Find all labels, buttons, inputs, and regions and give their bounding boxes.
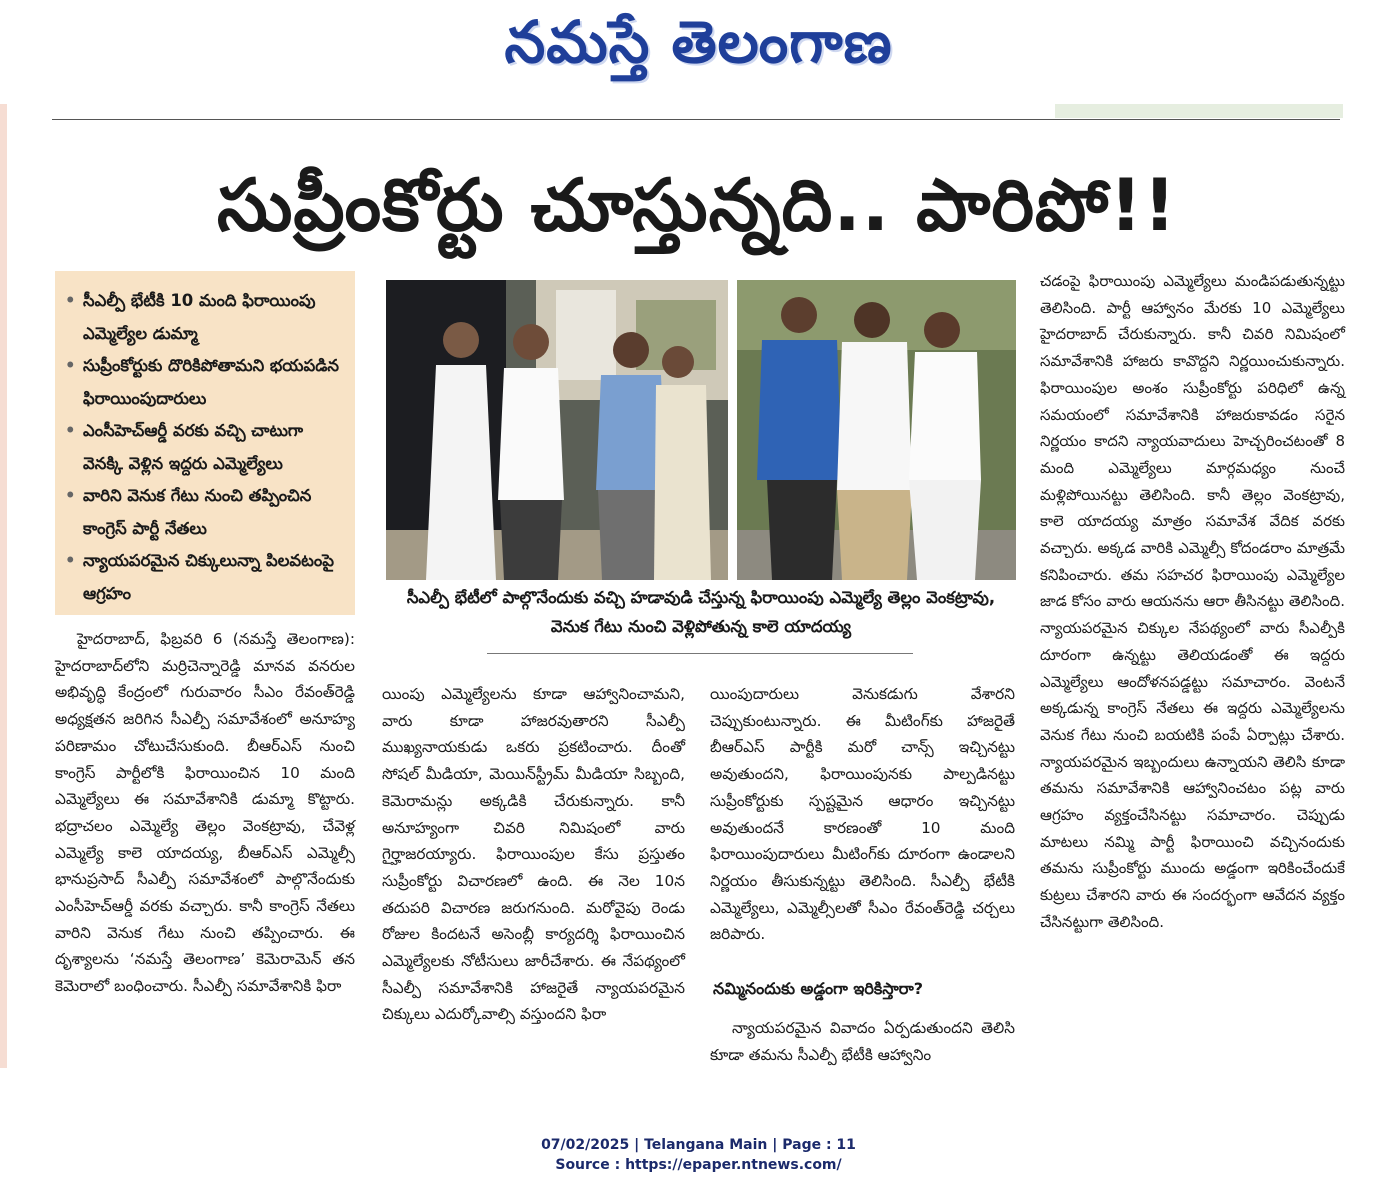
footer-source-link[interactable]: Source : https://epaper.ntnews.com/: [555, 1157, 842, 1173]
bullet-icon: •: [65, 421, 76, 440]
highlight-item: • వారిని వెనుక గేటు నుంచి తప్పించిన కాంగ్రెస్ పార్టీ నేతలు: [65, 480, 347, 545]
news-photo-left: [386, 280, 728, 580]
page-edge-strip: [0, 104, 7, 1068]
column-3-tail-text: న్యాయపరమైన వివాదం ఏర్పడుతుందని తెలిసి కూడా తమను సీఎల్పీ భేటీకి ఆహ్వానిం: [710, 1019, 1015, 1064]
article-column-4: [1040, 268, 1345, 936]
column-3-subhead: నమ్మినందుకు అడ్డంగా ఇరికిస్తారా?: [713, 979, 924, 998]
article-column-3: [710, 681, 1015, 948]
footer: [0, 1135, 1397, 1175]
highlight-item: • న్యాయపరమైన చిక్కులున్నా పిలవటంపై ఆగ్రహం: [65, 545, 347, 610]
column-1-text: హైదరాబాద్, ఫిబ్రవరి 6 (నమస్తే తెలంగాణ): హైదరాబాద్‌లోని మర్రిచెన్నారెడ్డి మానవ వనరుల అభివృద్ధి కేంద్రంలో గురువారం సీఎం రేవంత్‌రెడ్డి అధ్యక్షతన జరిగిన సీఎల్పీ సమావేశంలో అనూహ్య పరిణామం చోటుచేసుకుంది. బీఆర్‌ఎస్ నుంచి కాంగ్రెస్ పార్టీలోకి ఫిరాయించిన 10 మంది ఎమ్మెల్యేలు ఈ సమావేశానికి డుమ్మా కొట్టారు. భద్రాచలం ఎమ్మెల్యే తెల్లం వెంకట్రావు, చేవెళ్ల ఎమ్మెల్యే కాలె యాదయ్య, బీఆర్‌ఎస్ ఎమ్మెల్సీ భానుప్రసాద్ సీఎల్పీ సమావేశంలో పాల్గొనేందుకు ఎంసీహెచ్‌ఆర్డీ వరకు వచ్చారు. కానీ కాంగ్రెస్ నేతలు వారిని వెనుక గేటు నుంచి తప్పించారు. ఈ దృశ్యాలను ‘నమస్తే తెలంగాణ’ కెమెరామెన్ తన కెమెరాలో బంధించారు. సీఎల్పీ సమావేశానికి ఫిరా: [55, 630, 355, 996]
article-column-3-tail: [710, 1015, 1015, 1068]
highlight-item: • సుప్రీంకోర్టుకు దొరికిపోతామని భయపడిన ఫిరాయింపుదారులు: [65, 350, 347, 415]
news-photo-right: [737, 280, 1016, 580]
column-4-text: చడంపై ఫిరాయింపు ఎమ్మెల్యేలు మండిపడుతున్నట్టు తెలిసింది. పార్టీ ఆహ్వానం మేరకు 10 ఎమ్మెల్యేలు హైదరాబాద్ చేరుకున్నారు. కానీ చివరి నిమిషంలో సమావేశానికి హాజరు కావొద్దని నిర్ణయించుకున్నారు. ఫిరాయింపుల అంశం సుప్రీంకోర్టు పరిధిలో ఉన్న సమయంలో సమావేశానికి హాజరుకావడం సరైన నిర్ణయం కాదని న్యాయవాదులు హెచ్చరించటంతో 8 మంది ఎమ్మెల్యేలు మార్గమధ్యం నుంచే మళ్లిపోయినట్టు తెలిసింది. కానీ తెల్లం వెంకట్రావు, కాలె యాదయ్య మాత్రం సమావేశ వేదిక వరకు వచ్చారు. అక్కడ వారికి ఎమ్మెల్సీ కోదండరాం మాత్రమే కనిపించారు. తమ సహచర ఫిరాయింపు ఎమ్మెల్యేల జాడ కోసం వారు ఆయనను ఆరా తీసినట్టు తెలిసింది. న్యాయపరమైన చిక్కుల నేపథ్యంలో వారు సీఎల్పీకి దూరంగా ఉన్నట్టు తెలియడంతో ఈ ఇద్దరు ఎమ్మెల్యేలు ఆందోళనపడ్డట్టు సమాచారం. వెంటనే అక్కడున్న కాంగ్రెస్ నేతలు ఈ ఇద్దరు ఎమ్మెల్యేలను వెనుక గేటు నుంచి బయటికి పంపే ఏర్పాట్లు చేశారు. న్యాయపరమైన ఇబ్బందులు ఉన్నాయని తెలిసి కూడా తమను సమావేశానికి ఆహ్వానించటం పట్ల వారు ఆగ్రహం వ్యక్తంచేసినట్టు సమాచారం. చెప్పుడు మాటలు నమ్మి పార్టీ ఫిరాయించి వచ్చినందుకు తమను సుప్రీంకోర్టు ముందు అడ్డంగా ఇరికించేందుకే కుట్రలు చేశారని వారు ఈ సందర్భంగా ఆవేదన వ్యక్తం చేసినట్టుగా తెలిసింది.: [1040, 272, 1345, 931]
column-2-text: యింపు ఎమ్మెల్యేలను కూడా ఆహ్వానించామని, వారు కూడా హాజరవుతారని సీఎల్పీ ముఖ్యనాయకుడు ఒకరు ప్రకటించారు. దీంతో సోషల్ మీడియా, మెయిన్‌స్ట్రీమ్ మీడియా సిబ్బంది, కెమెరామన్లు అక్కడికి చేరుకున్నారు. కానీ అనూహ్యంగా చివరి నిమిషంలో వారు గైర్హాజరయ్యారు. ఫిరాయింపుల కేసు ప్రస్తుతం సుప్రీంకోర్టు విచారణలో ఉంది. ఈ నెల 10న తదుపరి విచారణ జరుగనుంది. మరోవైపు రెండు రోజుల కిందటనే అసెంబ్లీ కార్యదర్శి ఫిరాయించిన ఎమ్మెల్యేలకు నోటీసులు జారీచేశారు. ఈ నేపథ్యంలో సీఎల్పీ సమావేశానికి హాజరైతే న్యాయపరమైన చిక్కులు ఎదుర్కోవాల్సి వస్తుందని ఫిరా: [382, 685, 685, 1024]
highlights-box: [55, 271, 355, 615]
bullet-icon: •: [65, 291, 76, 310]
bullet-icon: •: [65, 551, 76, 570]
bullet-icon: •: [65, 356, 76, 375]
article-column-2: [382, 681, 685, 1028]
column-3-text: యింపుదారులు వెనుకడుగు వేశారని చెప్పుకుంటున్నారు. ఈ మీటింగ్‌కు హాజరైతే బీఆర్‌ఎస్ పార్టీకి మరో చాన్స్ ఇచ్చినట్టు అవుతుందని, ఫిరాయింపునకు పాల్పడినట్టు సుప్రీంకోర్టుకు స్పష్టమైన ఆధారం ఇచ్చినట్టు అవుతుందనే కారణంతో 10 మంది ఫిరాయింపుదారులు మీటింగ్‌కు దూరంగా ఉండాలని నిర్ణయం తీసుకున్నట్టు తెలిసింది. సీఎల్పీ భేటీకి ఎమ్మెల్యేలు, ఎమ్మెల్సీలతో సీఎం రేవంత్‌రెడ్డి చర్చలు జరిపారు.: [710, 685, 1015, 944]
top-rule: [52, 119, 1340, 120]
photo-caption: సీఎల్పీ భేటీలో పాల్గొనేందుకు వచ్చి హడావుడి చేస్తున్న ఫిరాయింపు ఎమ్మెల్యే తెల్లం వెంకట్రావు, వెనుక గేటు నుంచి వెళ్లిపోతున్న కాలె యాదయ్య: [406, 588, 996, 636]
bullet-icon: •: [65, 486, 76, 505]
caption-rule: [487, 653, 913, 654]
headline: సుప్రీంకోర్టు చూస్తున్నది.. పారిపో!!: [216, 163, 1178, 247]
article-column-1: [55, 626, 355, 1000]
highlight-item: • సీఎల్పీ భేటీకి 10 మంది ఫిరాయింపు ఎమ్మెల్యేల డుమ్మా: [65, 285, 347, 350]
highlight-item: • ఎంసీహెచ్‌ఆర్డీ వరకు వచ్చి చాటుగా వెనక్కి వెళ్లిన ఇద్దరు ఎమ్మెల్యేలు: [65, 415, 347, 480]
masthead-logo: నమస్తే తెలంగాణ: [504, 8, 893, 76]
footer-date-page: 07/02/2025 | Telangana Main | Page : 11: [541, 1137, 856, 1153]
top-tint-band: [1055, 104, 1343, 118]
